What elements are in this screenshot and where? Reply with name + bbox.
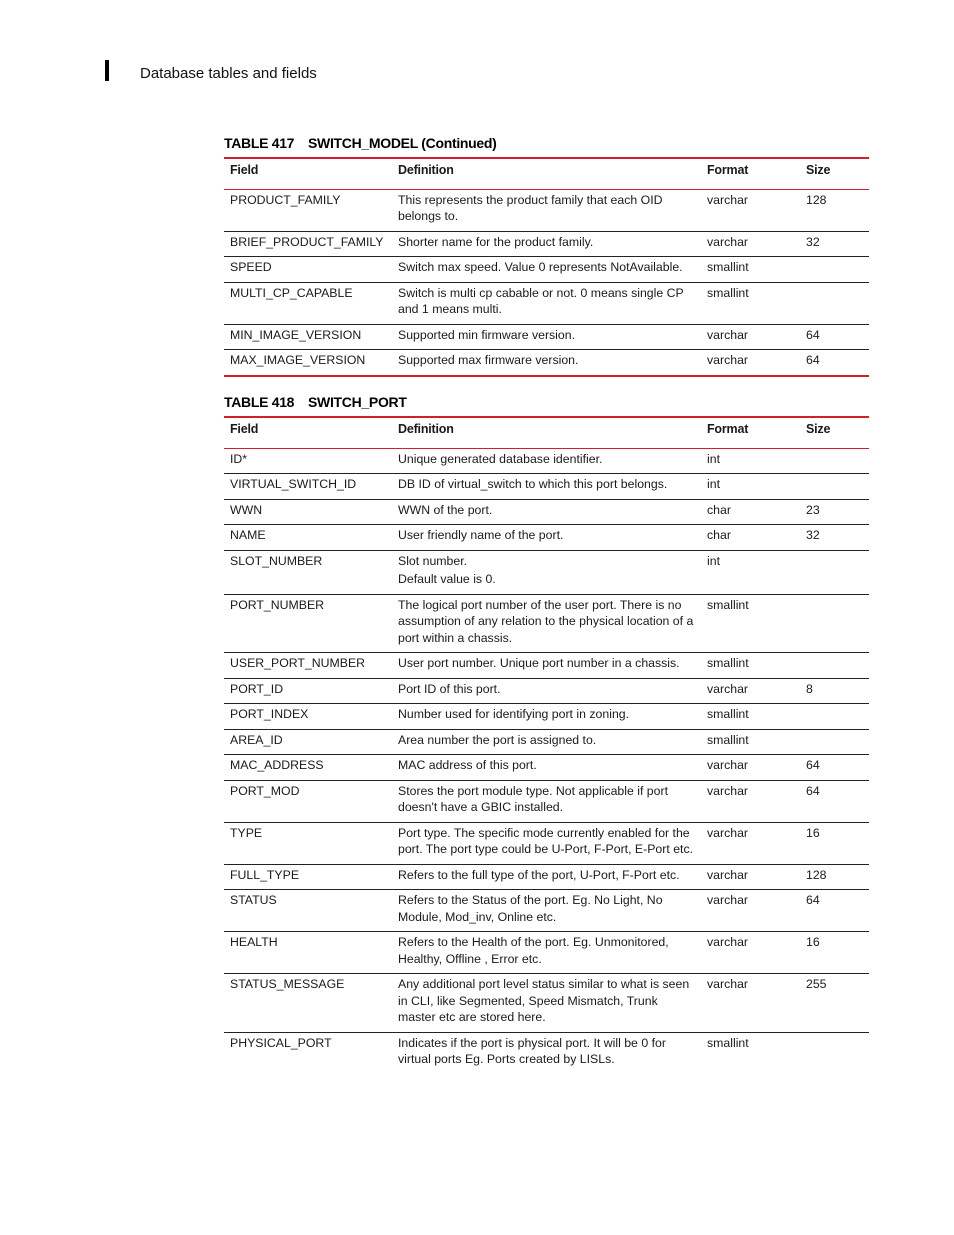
definition-cell xyxy=(392,755,701,781)
format-cell: varchar xyxy=(701,189,800,231)
table-row xyxy=(224,974,869,1033)
field-cell: MAC_ADDRESS xyxy=(224,755,392,781)
definition-text: Supported max firmware version. xyxy=(398,353,579,367)
definition-text: Shorter name for the product family. xyxy=(398,234,594,249)
field-cell: NAME xyxy=(224,525,392,551)
definition-cell xyxy=(392,822,701,864)
definition-cell xyxy=(392,324,701,350)
field-cell: BRIEF_PRODUCT_FAMILY xyxy=(224,231,392,257)
header-definition: Definition xyxy=(392,158,701,189)
size-cell xyxy=(800,653,869,679)
format-cell: int xyxy=(701,448,800,474)
definition-text: Port type. The specific mode currently enabled for the port. The port type could be U-Port, F-Port, E-Port etc. xyxy=(398,825,694,856)
definition-cell xyxy=(392,653,701,679)
field-cell: SPEED xyxy=(224,257,392,283)
format-cell: varchar xyxy=(701,350,800,376)
size-cell: 23 xyxy=(800,499,869,525)
table-row xyxy=(224,653,869,679)
field-cell: PORT_NUMBER xyxy=(224,594,392,653)
definition-text: Switch max speed. Value 0 represents NotAvailable. xyxy=(398,260,683,274)
definition-text: Number used for identifying port in zoning. xyxy=(398,707,630,721)
field-cell: PHYSICAL_PORT xyxy=(230,1035,332,1050)
definition-cell xyxy=(392,189,701,231)
format-cell: smallint xyxy=(701,704,800,730)
format-cell: varchar xyxy=(701,324,800,350)
size-cell xyxy=(800,550,869,594)
definition-text: Stores the port module type. Not applicable if port doesn't have a GBIC installed. xyxy=(398,783,668,814)
field-cell: PORT_MOD xyxy=(224,780,392,822)
field-cell: SLOT_NUMBER xyxy=(224,550,392,594)
table-418 xyxy=(224,416,869,1074)
definition-text: Refers to the Health of the port. Eg. Unmonitored, Healthy, Offline , Error etc. xyxy=(398,935,669,966)
table-row xyxy=(224,231,869,257)
size-cell: 16 xyxy=(800,822,869,864)
format-cell: varchar xyxy=(701,932,800,974)
format-cell: char xyxy=(701,525,800,551)
definition-cell xyxy=(392,780,701,822)
size-cell xyxy=(800,729,869,755)
header-format: Format xyxy=(701,417,800,448)
definition-cell xyxy=(392,525,701,551)
field-cell: MIN_IMAGE_VERSION xyxy=(224,324,392,350)
definition-text: Refers to the Status of the port. Eg. No Light, No Module, Mod_inv, Online etc. xyxy=(398,893,663,924)
size-cell: 128 xyxy=(800,189,869,231)
format-cell: varchar xyxy=(701,822,800,864)
definition-cell xyxy=(392,448,701,474)
table-row xyxy=(224,525,869,551)
size-cell: 32 xyxy=(800,231,869,257)
format-cell: smallint xyxy=(701,282,800,324)
field-cell: STATUS_MESSAGE xyxy=(224,974,392,1033)
size-cell xyxy=(800,448,869,474)
definition-cell xyxy=(392,474,701,500)
definition-cell xyxy=(392,499,701,525)
format-cell: varchar xyxy=(701,890,800,932)
format-cell: smallint xyxy=(701,257,800,283)
table-417-caption xyxy=(224,135,497,151)
definition-text: Supported min firmware version. xyxy=(398,327,576,342)
format-cell: varchar xyxy=(701,231,800,257)
table-header-row xyxy=(224,417,869,448)
format-cell: smallint xyxy=(707,1035,749,1050)
definition-cell xyxy=(392,594,701,653)
table-row xyxy=(224,890,869,932)
running-header: Database tables and fields xyxy=(140,65,317,82)
format-cell: char xyxy=(701,499,800,525)
field-cell: PRODUCT_FAMILY xyxy=(224,189,392,231)
field-cell: USER_PORT_NUMBER xyxy=(224,653,392,679)
field-cell: STATUS xyxy=(224,890,392,932)
table-row xyxy=(224,499,869,525)
definition-cell xyxy=(392,257,701,283)
format-cell: smallint xyxy=(701,594,800,653)
table-row xyxy=(224,864,869,890)
definition-text: Any additional port level status similar to what is seen in CLI, like Segmented, Speed Mismatch, Trunk master etc are stored here. xyxy=(398,977,690,1024)
field-cell: AREA_ID xyxy=(224,729,392,755)
definition-cell xyxy=(392,729,701,755)
size-cell: 128 xyxy=(800,864,869,890)
definition-cell xyxy=(392,890,701,932)
definition-text: Port ID of this port. xyxy=(398,681,501,696)
table-row xyxy=(224,729,869,755)
size-cell: 64 xyxy=(800,324,869,350)
table-row xyxy=(224,550,869,594)
table-row xyxy=(224,594,869,653)
chapter-side-bar xyxy=(105,60,109,81)
size-cell: 8 xyxy=(800,678,869,704)
definition-cell xyxy=(392,282,701,324)
definition-text: WWN of the port. xyxy=(398,502,493,517)
field-cell: PORT_ID xyxy=(224,678,392,704)
table-row xyxy=(224,448,869,474)
table-row xyxy=(224,704,869,730)
field-cell: FULL_TYPE xyxy=(224,864,392,890)
definition-text: User friendly name of the port. xyxy=(398,528,564,542)
size-cell xyxy=(800,594,869,653)
format-cell: int xyxy=(701,550,800,594)
definition-cell xyxy=(392,704,701,730)
size-cell xyxy=(800,704,869,730)
header-field: Field xyxy=(224,158,392,189)
field-cell: VIRTUAL_SWITCH_ID xyxy=(224,474,392,500)
header-size: Size xyxy=(800,158,869,189)
definition-text: This represents the product family that each OID belongs to. xyxy=(398,192,663,223)
table-row xyxy=(224,350,869,376)
size-cell xyxy=(800,257,869,283)
definition-cell xyxy=(392,231,701,257)
format-cell: smallint xyxy=(701,729,800,755)
field-cell: HEALTH xyxy=(224,932,392,974)
definition-text: Unique generated database identifier. xyxy=(398,451,603,466)
definition-text: Slot number. xyxy=(398,553,468,568)
table-row xyxy=(224,324,869,350)
table-row xyxy=(224,1032,869,1074)
field-cell: WWN xyxy=(224,499,392,525)
table-417 xyxy=(224,157,869,377)
definition-cell xyxy=(392,864,701,890)
format-cell: varchar xyxy=(701,864,800,890)
format-cell: varchar xyxy=(701,678,800,704)
definition-cell xyxy=(392,932,701,974)
table-header-row xyxy=(224,158,869,189)
definition-text: DB ID of virtual_switch to which this port belongs. xyxy=(398,477,668,491)
definition-text: Indicates if the port is physical port. It will be 0 for virtual ports Eg. Ports created by LISLs. xyxy=(398,1035,666,1066)
table-row xyxy=(224,189,869,231)
size-cell xyxy=(800,282,869,324)
definition-cell xyxy=(392,678,701,704)
field-cell: ID* xyxy=(224,448,392,474)
table-row xyxy=(224,474,869,500)
header-size: Size xyxy=(800,417,869,448)
definition-text: User port number. Unique port number in a chassis. xyxy=(398,656,680,670)
size-cell: 64 xyxy=(800,350,869,376)
definition-text: MAC address of this port. xyxy=(398,758,537,772)
table-row xyxy=(224,282,869,324)
table-row xyxy=(224,780,869,822)
size-cell: 64 xyxy=(800,890,869,932)
header-definition: Definition xyxy=(392,417,701,448)
definition-text: Area number the port is assigned to. xyxy=(398,732,597,747)
size-cell: 255 xyxy=(800,974,869,1033)
format-cell: int xyxy=(701,474,800,500)
size-cell: 64 xyxy=(800,780,869,822)
size-cell: 32 xyxy=(800,525,869,551)
size-cell: 16 xyxy=(800,932,869,974)
definition-text: Refers to the full type of the port, U-Port, F-Port etc. xyxy=(398,867,680,882)
size-cell: 64 xyxy=(800,755,869,781)
header-format: Format xyxy=(701,158,800,189)
format-cell: varchar xyxy=(701,755,800,781)
table-title: SWITCH_MODEL (Continued) xyxy=(308,135,497,151)
table-row xyxy=(224,932,869,974)
field-cell: PORT_INDEX xyxy=(224,704,392,730)
field-cell: MAX_IMAGE_VERSION xyxy=(224,350,392,376)
table-row xyxy=(224,257,869,283)
table-title: SWITCH_PORT xyxy=(308,394,407,410)
format-cell: varchar xyxy=(701,780,800,822)
definition-text: Default value is 0. xyxy=(398,572,496,586)
header-field: Field xyxy=(224,417,392,448)
field-cell: MULTI_CP_CAPABLE xyxy=(224,282,392,324)
definition-cell xyxy=(392,350,701,376)
size-cell xyxy=(800,1032,869,1074)
definition-text: Switch is multi cp cabable or not. 0 means single CP and 1 means multi. xyxy=(398,285,684,316)
table-418-caption xyxy=(224,394,407,410)
table-label: TABLE 418 xyxy=(224,394,295,410)
field-cell: TYPE xyxy=(224,822,392,864)
format-cell: smallint xyxy=(701,653,800,679)
definition-text: The logical port number of the user port. There is no assumption of any relation to the physical location of a port within a chassis. xyxy=(398,597,694,645)
format-cell: varchar xyxy=(701,974,800,1033)
table-row xyxy=(224,822,869,864)
table-row xyxy=(224,755,869,781)
table-label: TABLE 417 xyxy=(224,135,295,151)
table-row xyxy=(224,678,869,704)
size-cell xyxy=(800,474,869,500)
definition-cell xyxy=(392,1032,701,1074)
definition-cell xyxy=(392,550,701,594)
definition-cell xyxy=(392,974,701,1033)
